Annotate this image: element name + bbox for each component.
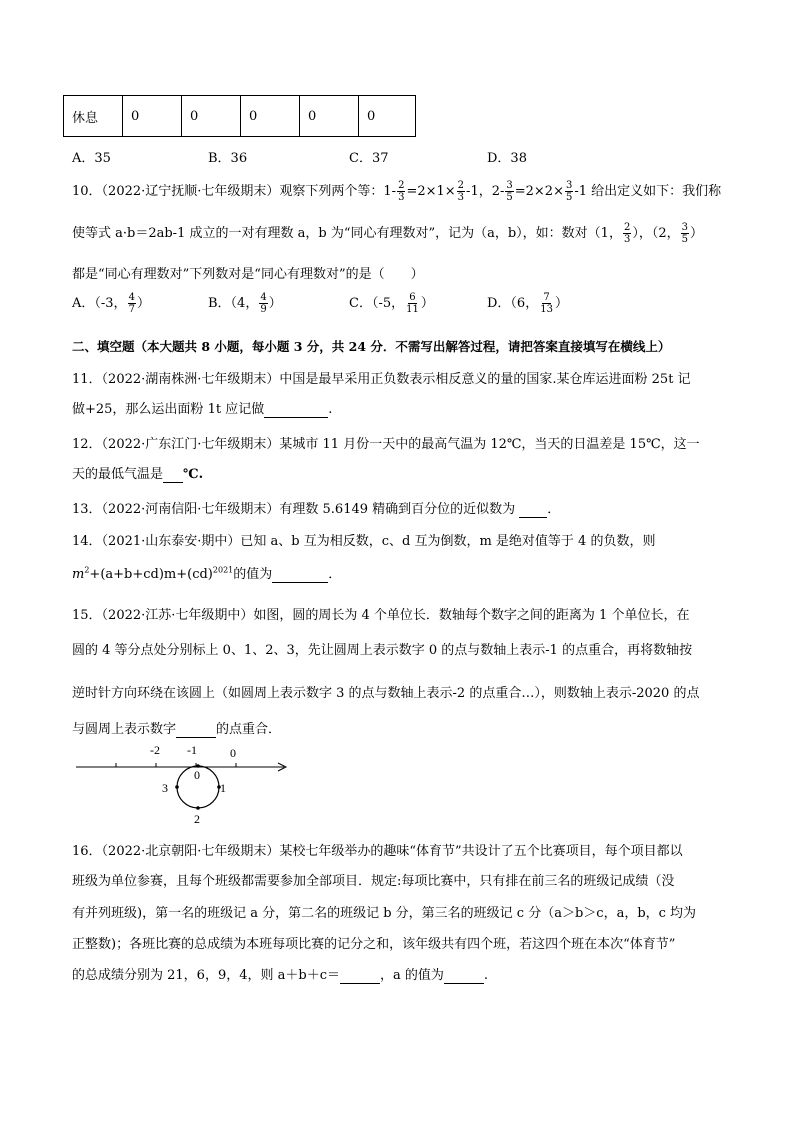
table-cell: 0 xyxy=(182,96,241,137)
circle-label: 0 xyxy=(194,768,200,782)
question-15-line3: 逆时针方向环绕在该圆上（如圆周上表示数字 3 的点与数轴上表示-2 的点重合…），则数轴上表示-2020 的点 xyxy=(72,686,700,701)
question-10-line3: 都是“同心有理数对”下列数对是“同心有理数对”的是（ ） xyxy=(72,267,424,282)
question-11-line1: 11．（2022·湖南株洲·七年级期末）中国是最早采用正负数表示相反意义的量的国家.某仓库运进面粉 25t 记 xyxy=(72,372,691,387)
tick-label: 0 xyxy=(230,746,236,760)
question-15-line4: 与圆周上表示数字 的点重合． xyxy=(72,722,282,737)
question-14-line1: 14．（2021·山东泰安·期中）已知 a、b 互为相反数，c、d 互为倒数，m 是绝对值等于 4 的负数，则 xyxy=(72,534,656,549)
question-16-line2: 班级为单位参赛，且每个班级都需要参加全部项目．规定:每项比赛中，只有排在前三名的班级记成绩（没 xyxy=(72,874,675,889)
option-b: B．36 xyxy=(208,151,248,166)
fraction: $\frac{3}{5}$ xyxy=(506,180,513,203)
circle-label: 1 xyxy=(220,781,226,795)
table-row xyxy=(64,96,416,137)
fraction: $\frac{3}{5}$ xyxy=(681,222,688,245)
circle-label: 3 xyxy=(162,781,168,795)
section-heading: 二、填空题（本大题共 8 小题，每小题 3 分，共 24 分．不需写出解答过程，请把答案直接填写在横线上） xyxy=(72,339,671,354)
table-cell: 0 xyxy=(123,96,182,137)
option-d: D．38 xyxy=(487,151,527,166)
question-16-line4: 正整数)；各班比赛的总成绩为本班每项比赛的记分之和，该年级共有四个班，若这四个班在本次“体育节” xyxy=(72,937,676,952)
question-15-line1: 15．（2022·江苏·七年级期中）如图，圆的周长为 4 个单位长．数轴每个数字之间的距离为 1 个单位长，在 xyxy=(72,608,690,623)
score-table xyxy=(63,95,416,137)
tick-label: -1 xyxy=(187,743,197,757)
question-13: 13．（2022·河南信阳·七年级期末）有理数 5.6149 精确到百分位的近似数为 ． xyxy=(72,502,561,517)
table-cell: 0 xyxy=(241,96,300,137)
option-c: C．37 xyxy=(349,151,389,166)
question-16-line5: 的总成绩分别为 21，6，9，4，则 a＋b＋c＝ ，a 的值为 . xyxy=(72,968,489,983)
question-10-line2: 使等式 a·b＝2ab-1 成立的一对有理数 a，b 为“同心有理数对”，记为（a，b），如：数对（1， $\frac{2}{3}$ ），（2， $\frac{3}{5}$ ） xyxy=(72,222,703,245)
question-16-line1: 16．（2022·北京朝阳·七年级期末）某校七年级举办的趣味“体育节”共设计了五个比赛项目，每个项目都以 xyxy=(72,844,683,859)
q10-option-b: B．（4， $\frac{4}{9}$ ） xyxy=(208,292,282,315)
option-a: A．35 xyxy=(72,151,111,166)
circle-point xyxy=(196,806,200,810)
question-12-line2: 天的最低气温是 ℃. xyxy=(72,467,204,482)
q10-option-a: A．（-3， $\frac{4}{7}$ ） xyxy=(72,292,150,315)
circle-point xyxy=(175,785,179,789)
question-11-line2: 做+25，那么运出面粉 1t 应记做 . xyxy=(72,402,333,417)
table-cell: 0 xyxy=(359,96,416,137)
question-15-line2: 圆的 4 等分点处分别标上 0、1、2、3，先让圆周上表示数字 0 的点与数轴上表示-1 的点重合，再将数轴按 xyxy=(72,643,693,658)
circle-label: 2 xyxy=(194,812,200,826)
question-12-line1: 12．（2022·广东江门·七年级期末）某城市 11 月份一天中的最高气温为 12℃，当天的日温差是 15℃，这一 xyxy=(72,437,700,452)
fraction: $\frac{2}{3}$ xyxy=(457,180,465,203)
question-16-line3: 有并列班级)，第一名的班级记 a 分，第二名的班级记 b 分，第三名的班级记 c 分（a＞b＞c，a，b，c 均为 xyxy=(72,906,697,921)
question-14-line2: $m^2+(a+b+cd)m+(cd)^{2021}$的值为 ． xyxy=(72,565,342,582)
q10-option-d: D．（6， $\frac{7}{13}$ ） xyxy=(487,292,568,315)
fraction: $\frac{3}{5}$ xyxy=(565,180,573,203)
question-10-line1: 10．（2022·辽宁抚顺·七年级期末）观察下列两个等：1- $\frac{2}{3}$ =2×1× $\frac{2}{3}$ -1，2- $\frac{3}{5}$ =2×2× $\frac{3}{5}$ -1 给出定义如下：我们称 xyxy=(72,180,722,203)
fraction: $\frac{2}{3}$ xyxy=(398,180,405,203)
table-cell: 0 xyxy=(300,96,359,137)
q10-option-c: C．（-5， $\frac{6}{11}$ ） xyxy=(349,292,434,315)
table-row-label: 休息 xyxy=(64,96,123,137)
tick-label: -2 xyxy=(150,743,160,757)
number-line-figure xyxy=(70,740,300,826)
fraction: $\frac{2}{3}$ xyxy=(623,222,631,245)
